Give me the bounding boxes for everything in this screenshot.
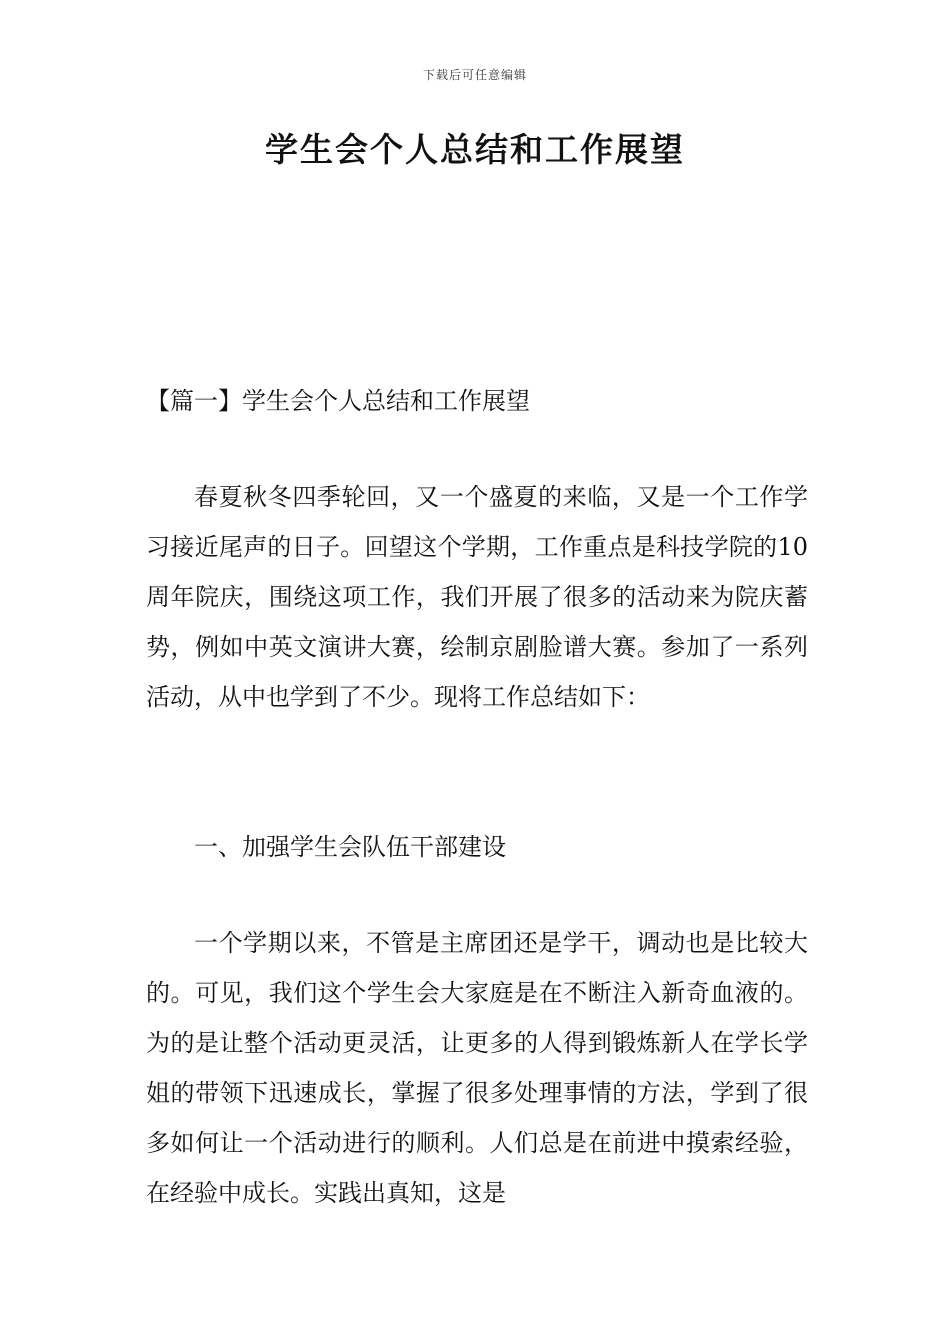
header-note: 下载后可任意编辑	[422, 68, 527, 82]
paragraph-cadre-building: 一个学期以来，不管是主席团还是学干，调动也是比较大的。可见，我们这个学生会大家庭是在不断注入新奇血液的。为的是让整个活动更灵活，让更多的人得到锻炼新人在学长学姐的带领下迅速成长，掌握了很多处理事情的方法，学到了很多如何让一个活动进行的顺利。人们总是在前进中摸索经验，在经验中成长。实践出真知，这是	[146, 929, 808, 1207]
section-heading: 【篇一】学生会个人总结和工作展望	[146, 387, 530, 415]
document-title: 学生会个人总结和工作展望	[265, 130, 685, 169]
paragraph-intro: 春夏秋冬四季轮回，又一个盛夏的来临，又是一个工作学习接近尾声的日子。回望这个学期，工作重点是科技学院的10周年院庆，围绕这项工作，我们开展了很多的活动来为院庆蓄势，例如中英文演讲大赛，绘制京剧脸谱大赛。参加了一系列活动，从中也学到了不少。现将工作总结如下：	[146, 483, 808, 711]
subheading-cadre-building: 一、加强学生会队伍干部建设	[194, 833, 506, 861]
